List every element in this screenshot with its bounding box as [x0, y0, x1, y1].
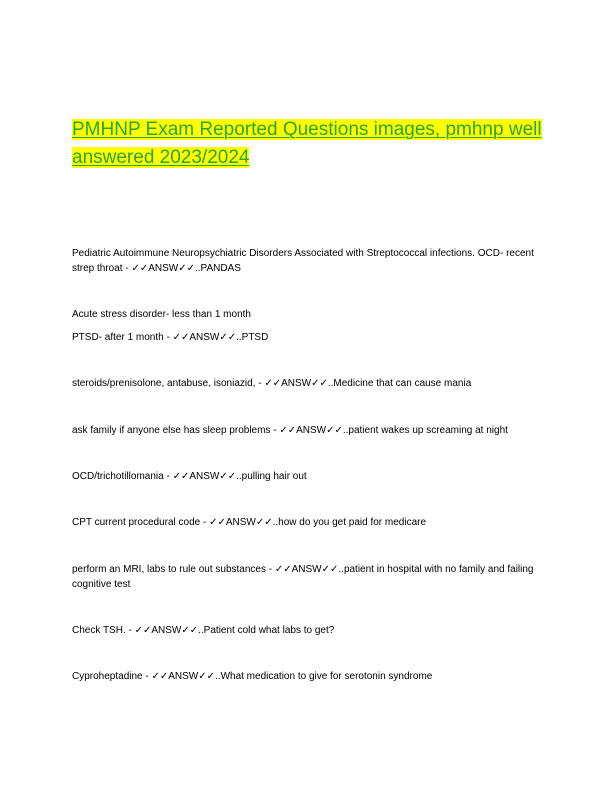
- paragraph-ptsd: PTSD- after 1 month - ✓✓ANSW✓✓..PTSD: [72, 332, 269, 343]
- paragraph-acute-stress: Acute stress disorder- less than 1 month: [72, 309, 251, 320]
- paragraph-mri: perform an MRI, labs to rule out substances - ✓✓ANSW✓✓..patient in hospital with no family and failing cognitive test: [72, 564, 534, 590]
- paragraph-mania: steroids/prenisolone, antabuse, isoniazid, - ✓✓ANSW✓✓..Medicine that can cause mania: [72, 378, 472, 389]
- paragraph-cpt: CPT current procedural code - ✓✓ANSW✓✓..how do you get paid for medicare: [72, 517, 427, 528]
- paragraph-pandas: Pediatric Autoimmune Neuropsychiatric Disorders Associated with Streptococcal infections. OCD- recent strep throat - ✓✓ANSW✓✓..PANDAS: [72, 248, 534, 274]
- document-title: PMHNP Exam Reported Questions images, pmhnp well answered 2023/2024: [72, 119, 542, 168]
- paragraph-trichotillomania: OCD/trichotillomania - ✓✓ANSW✓✓..pulling hair out: [72, 471, 307, 482]
- paragraph-sleep: ask family if anyone else has sleep problems - ✓✓ANSW✓✓..patient wakes up screaming at night: [72, 425, 508, 436]
- paragraph-cyproheptadine: Cyproheptadine - ✓✓ANSW✓✓..What medication to give for serotonin syndrome: [72, 671, 433, 682]
- paragraph-tsh: Check TSH. - ✓✓ANSW✓✓..Patient cold what labs to get?: [72, 625, 335, 636]
